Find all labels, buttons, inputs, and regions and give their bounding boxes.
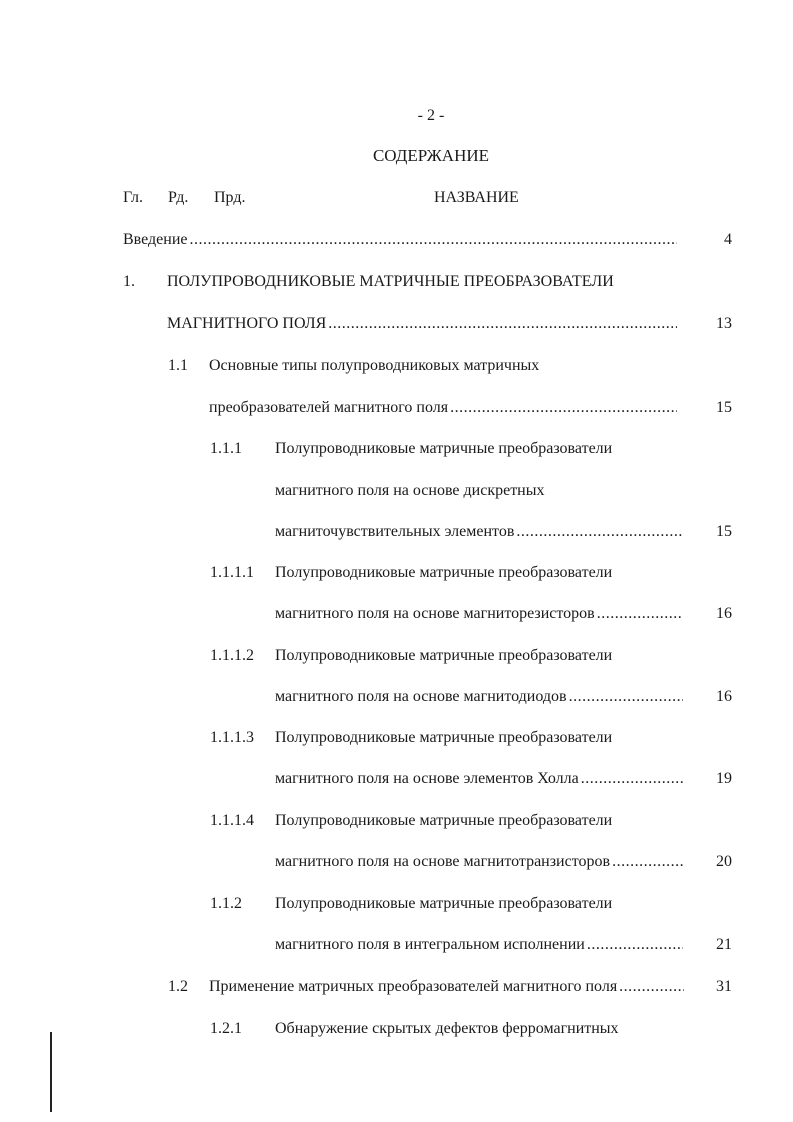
- toc-entry-title: Обнаружение скрытых дефектов ферромагнитных: [275, 1020, 619, 1037]
- toc-entry-title-cont: магнитного поля на основе магниторезисторов: [275, 605, 595, 622]
- toc-entry-title-cont: магнитного поля в интегральном исполнении: [275, 936, 585, 953]
- toc-entry-title: Введение: [123, 231, 188, 248]
- dot-leader: [516, 522, 683, 542]
- toc-entry-title: Полупроводниковые матричные преобразователи: [275, 564, 613, 581]
- toc-page-number: 16: [716, 605, 732, 622]
- toc-page-number: 13: [716, 315, 732, 332]
- toc-entry-title: ПОЛУПРОВОДНИКОВЫЕ МАТРИЧНЫЕ ПРЕОБРАЗОВАТЕЛИ: [167, 273, 614, 290]
- toc-entry-title-cont: магнитного поля на основе элементов Холла: [275, 770, 579, 787]
- toc-page-number: 16: [716, 688, 732, 705]
- toc-entry-title-cont: магнитного поля на основе магнитодиодов: [275, 688, 567, 705]
- scan-margin-line: [50, 1032, 52, 1112]
- toc-page-number: 21: [716, 936, 732, 953]
- toc-entry-title: Полупроводниковые матричные преобразователи: [275, 895, 613, 912]
- toc-entry-title: Полупроводниковые матричные преобразователи: [275, 647, 613, 664]
- dot-leader: [328, 314, 677, 334]
- dot-leader: [581, 769, 683, 789]
- toc-entry-line: [167, 314, 679, 334]
- toc-entry-title: Полупроводниковые матричные преобразователи: [275, 729, 613, 746]
- toc-page-number: 15: [716, 399, 732, 416]
- toc-entry-number: 1.1.1.3: [210, 729, 254, 746]
- toc-entry-title-cont: преобразователей магнитного поля: [209, 399, 449, 416]
- toc-entry-title-cont: магнитного поля на основе магнитотранзисторов: [275, 853, 611, 870]
- toc-entry-number: 1.1.1.2: [210, 647, 254, 664]
- toc-page-number: 31: [716, 978, 732, 995]
- toc-entry-line: [209, 977, 686, 997]
- toc-entry-title: Основные типы полупроводниковых матричных: [209, 357, 540, 374]
- page-number: - 2 -: [417, 107, 445, 124]
- page-title: СОДЕРЖАНИЕ: [372, 146, 490, 165]
- toc-page-number: 19: [716, 770, 732, 787]
- dot-leader: [569, 687, 683, 707]
- header-chapter: Гл.: [123, 189, 144, 206]
- toc-entry-title-cont: магниточувствительных элементов: [275, 523, 515, 540]
- toc-entry-line: [275, 769, 685, 789]
- toc-entry-title: Полупроводниковые матричные преобразователи: [275, 440, 613, 457]
- dot-leader: [587, 935, 683, 955]
- toc-page-number: 4: [724, 231, 732, 248]
- toc-page-number: 20: [716, 853, 732, 870]
- toc-entry-intro: [123, 230, 679, 250]
- dot-leader: [612, 852, 683, 872]
- dot-leader: [619, 977, 684, 997]
- dot-leader: [597, 604, 683, 624]
- toc-entry-number: 1.2.1: [210, 1020, 242, 1037]
- toc-entry-number: 1.1.1.4: [210, 812, 254, 829]
- toc-entry-number: 1.: [123, 273, 135, 290]
- header-subsection: Прд.: [214, 189, 246, 206]
- toc-entry-line: [209, 398, 679, 418]
- toc-page-number: 15: [716, 523, 732, 540]
- toc-entry-line: [275, 687, 685, 707]
- toc-entry-line: [275, 604, 685, 624]
- toc-entry-title: Полупроводниковые матричные преобразователи: [275, 812, 613, 829]
- toc-entry-title: Применение матричных преобразователей магнитного поля: [209, 978, 618, 995]
- toc-entry-title-cont: МАГНИТНОГО ПОЛЯ: [167, 315, 327, 332]
- header-name: НАЗВАНИЕ: [434, 189, 519, 206]
- toc-entry-number: 1.1.2: [210, 895, 242, 912]
- toc-entry-line: [275, 852, 685, 872]
- dot-leader: [190, 230, 678, 250]
- toc-entry-title-cont: магнитного поля на основе дискретных: [275, 482, 545, 499]
- toc-entry-number: 1.2: [168, 978, 188, 995]
- toc-entry-line: [275, 935, 685, 955]
- toc-entry-number: 1.1.1: [210, 440, 242, 457]
- toc-entry-line: [275, 522, 685, 542]
- header-section: Рд.: [168, 189, 189, 206]
- toc-entry-number: 1.1.1.1: [210, 564, 254, 581]
- dot-leader: [450, 398, 677, 418]
- toc-entry-number: 1.1: [168, 357, 188, 374]
